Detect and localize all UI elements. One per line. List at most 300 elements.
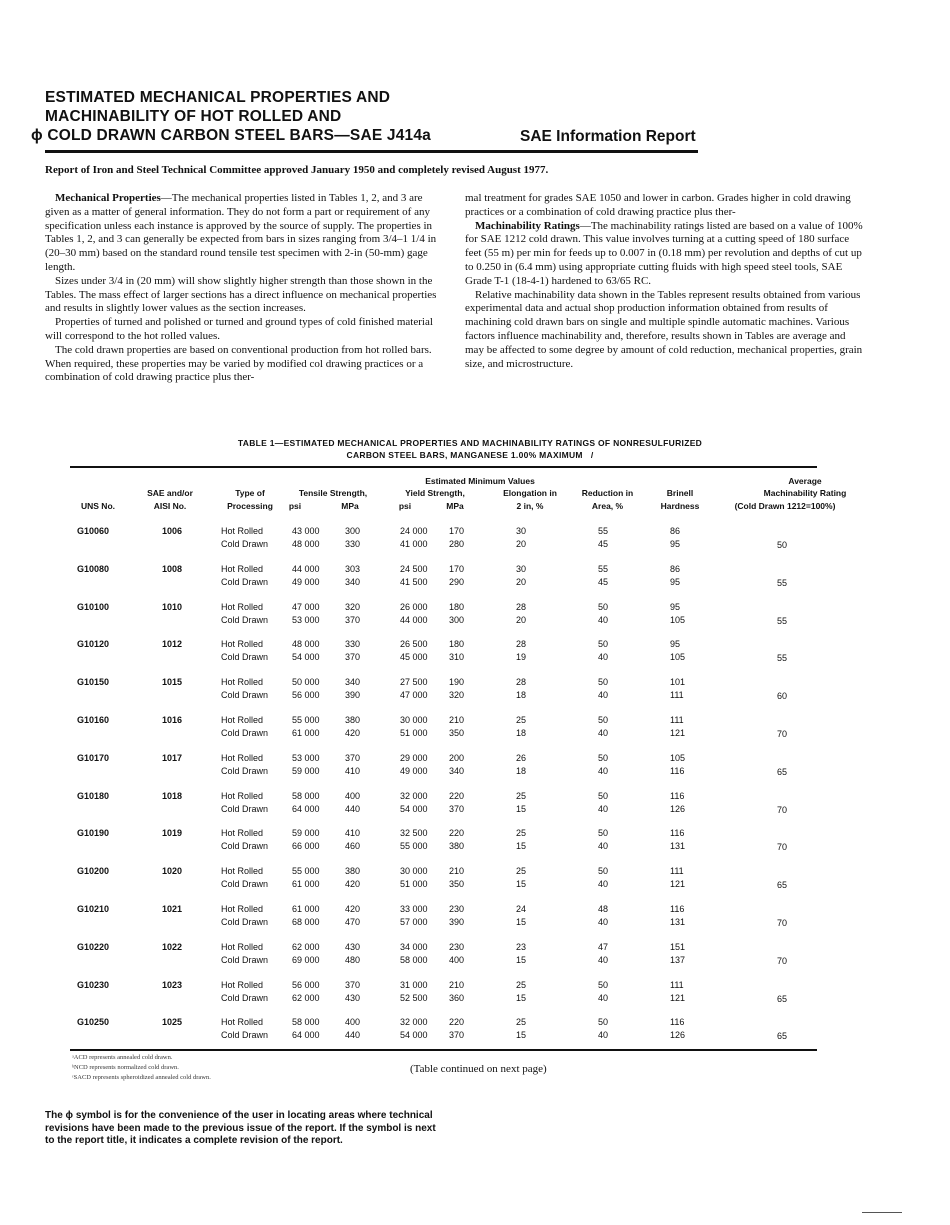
- hot-rolled-cell: 28: [515, 602, 526, 612]
- cold-drawn-cell: Cold Drawn: [221, 993, 269, 1003]
- cold-drawn-cell: 300: [449, 615, 465, 625]
- hot-rolled-cell: 30 000: [400, 866, 428, 876]
- hot-rolled-cell: Hot Rolled: [221, 602, 264, 612]
- uns-number: G10180: [77, 791, 110, 801]
- sae-number: 1020: [162, 866, 183, 876]
- report-type: SAE Information Report: [520, 128, 696, 145]
- hot-rolled-cell: 86: [670, 526, 681, 536]
- cold-drawn-cell: 370: [449, 804, 465, 814]
- cold-drawn-cell: 40: [597, 1030, 608, 1040]
- cold-drawn-cell: Cold Drawn: [221, 766, 269, 776]
- cold-drawn-cell: Cold Drawn: [221, 690, 269, 700]
- header-mach-3: (Cold Drawn 1212=100%): [734, 501, 836, 511]
- hot-rolled-cell: 55 000: [292, 866, 320, 876]
- cold-drawn-cell: 41 500: [400, 577, 428, 587]
- cold-drawn-cell: 61 000: [292, 879, 320, 889]
- machinability-rating: 55: [776, 653, 787, 663]
- cold-drawn-cell: 48 000: [292, 539, 320, 549]
- sae-number: 1015: [162, 677, 183, 687]
- hot-rolled-cell: Hot Rolled: [221, 942, 264, 952]
- sae-number: 1021: [162, 904, 183, 914]
- hot-rolled-cell: 26 000: [400, 602, 428, 612]
- hot-rolled-cell: 430: [345, 942, 361, 952]
- hot-rolled-cell: 50: [597, 791, 608, 801]
- machinability-rating: 60: [776, 691, 787, 701]
- hot-rolled-cell: 43 000: [292, 526, 320, 536]
- cold-drawn-cell: 360: [449, 993, 465, 1003]
- hot-rolled-cell: 190: [449, 677, 465, 687]
- machinability-rating: 70: [776, 805, 787, 815]
- header-uns: UNS No.: [81, 501, 115, 511]
- uns-number: G10170: [77, 753, 110, 763]
- header-elongation-1: Elongation in: [503, 488, 557, 498]
- cold-drawn-cell: 440: [345, 804, 361, 814]
- hot-rolled-cell: 32 500: [400, 828, 428, 838]
- hot-rolled-cell: 33 000: [400, 904, 428, 914]
- cold-drawn-cell: 480: [345, 955, 361, 965]
- cold-drawn-cell: 41 000: [400, 539, 428, 549]
- hot-rolled-cell: 58 000: [292, 1017, 320, 1027]
- uns-number: G10220: [77, 942, 110, 952]
- hot-rolled-cell: 210: [449, 715, 465, 725]
- cold-drawn-cell: 40: [597, 690, 608, 700]
- hot-rolled-cell: 25: [515, 791, 526, 801]
- hot-rolled-cell: 47 000: [292, 602, 320, 612]
- header-brinell-1: Brinell: [666, 488, 694, 498]
- cold-drawn-cell: 40: [597, 993, 608, 1003]
- hot-rolled-cell: 50: [597, 639, 608, 649]
- cold-drawn-cell: Cold Drawn: [221, 804, 269, 814]
- hot-rolled-cell: 220: [449, 791, 465, 801]
- cold-drawn-cell: 53 000: [292, 615, 320, 625]
- cold-drawn-cell: 20: [515, 577, 526, 587]
- cold-drawn-cell: 51 000: [400, 728, 428, 738]
- hot-rolled-cell: 25: [515, 828, 526, 838]
- cold-drawn-cell: 61 000: [292, 728, 320, 738]
- hot-rolled-cell: Hot Rolled: [221, 1017, 264, 1027]
- hot-rolled-cell: 23: [515, 942, 526, 952]
- cold-drawn-cell: 350: [449, 879, 465, 889]
- cold-drawn-cell: 137: [670, 955, 686, 965]
- cold-drawn-cell: Cold Drawn: [221, 652, 269, 662]
- cold-drawn-cell: 410: [345, 766, 361, 776]
- header-tensile-mpa: MPa: [341, 501, 359, 511]
- cold-drawn-cell: 45 000: [400, 652, 428, 662]
- hot-rolled-cell: Hot Rolled: [221, 866, 264, 876]
- uns-number: G10230: [77, 980, 110, 990]
- hot-rolled-cell: 44 000: [292, 564, 320, 574]
- cold-drawn-cell: 40: [597, 879, 608, 889]
- cold-drawn-cell: Cold Drawn: [221, 841, 269, 851]
- machinability-rating: 65: [776, 767, 787, 777]
- header-type-1: Type of: [235, 488, 265, 498]
- hot-rolled-cell: 32 000: [400, 1017, 428, 1027]
- header-elongation-2: 2 in, %: [516, 501, 544, 511]
- cold-drawn-cell: 40: [597, 804, 608, 814]
- hot-rolled-cell: 59 000: [292, 828, 320, 838]
- machinability-rating: 50: [776, 540, 787, 550]
- cold-drawn-cell: 15: [515, 841, 526, 851]
- hot-rolled-cell: Hot Rolled: [221, 564, 264, 574]
- hot-rolled-cell: 58 000: [292, 791, 320, 801]
- hot-rolled-cell: 111: [670, 715, 684, 725]
- hot-rolled-cell: 95: [670, 602, 681, 612]
- footnote-c: ᶜSACD represents spheroidized annealed cold drawn.: [72, 1074, 211, 1081]
- cold-drawn-cell: 47 000: [400, 690, 428, 700]
- hot-rolled-cell: 400: [345, 1017, 361, 1027]
- cold-drawn-cell: 15: [515, 917, 526, 927]
- uns-number: G10080: [77, 564, 110, 574]
- cold-drawn-cell: 370: [345, 652, 361, 662]
- hot-rolled-cell: 50: [597, 828, 608, 838]
- cold-drawn-cell: 45: [597, 539, 608, 549]
- header-brinell-2: Hardness: [660, 501, 700, 511]
- hot-rolled-cell: 61 000: [292, 904, 320, 914]
- cold-drawn-cell: Cold Drawn: [221, 615, 269, 625]
- hot-rolled-cell: 26: [515, 753, 526, 763]
- hot-rolled-cell: Hot Rolled: [221, 526, 264, 536]
- hot-rolled-cell: 330: [345, 639, 361, 649]
- hot-rolled-cell: 50: [597, 677, 608, 687]
- sae-number: 1022: [162, 942, 183, 952]
- cold-drawn-cell: 370: [345, 615, 361, 625]
- mechanical-properties-text: —The mechanical properties listed in Tables 1, 2, and 3 are given as a matter of general information. They do not form a part or requirement of any specification unless each instance is approved by the source of supply. The properties in Tables 1, 2, and 3 can generally be expected from bars in sizes ranging from 3/4–1 1/4 in (20–30 mm) based on the standard round tensile test specimen with 2-in (50-mm) gage length.: [45, 192, 437, 273]
- hot-rolled-cell: 380: [345, 866, 361, 876]
- cold-drawn-cell: 69 000: [292, 955, 320, 965]
- cold-drawn-cell: 18: [515, 766, 526, 776]
- hot-rolled-cell: 24 000: [400, 526, 428, 536]
- cold-drawn-cell: 45: [597, 577, 608, 587]
- cold-drawn-cell: 52 500: [400, 993, 428, 1003]
- machinability-text: —The machinability ratings listed are based on a value of 100% for SAE 1212 cold drawn. This value involves turning at a cutting speed of 180 surface feet (55 m) per min for feeds up to 0.007 in (0.18 mm) per revolution and depths of cut up to 0.250 in (6.4 mm) using appropriate cutting fluids with high speed steel tools, SAE Grade T-1 (18-4-1) hardened to 63/65 RC.: [465, 219, 863, 287]
- cold-drawn-cell: 40: [597, 917, 608, 927]
- machinability-rating: 70: [776, 956, 787, 966]
- sae-number: 1019: [162, 828, 183, 838]
- sae-number: 1008: [162, 564, 183, 574]
- cold-drawn-cell: 15: [515, 993, 526, 1003]
- cold-drawn-cell: 40: [597, 766, 608, 776]
- cold-drawn-cell: 20: [515, 539, 526, 549]
- hot-rolled-cell: 31 000: [400, 980, 428, 990]
- hot-rolled-cell: 32 000: [400, 791, 428, 801]
- cold-drawn-cell: 121: [670, 879, 686, 889]
- uns-number: G10160: [77, 715, 110, 725]
- revision-note: The ϕ symbol is for the convenience of the user in locating areas where technical revisions have been made to the previous issue of the report. If the symbol is next to the report title, it indicates a complete revision of the report.: [45, 1110, 436, 1146]
- machinability-rating: 55: [776, 616, 787, 626]
- cold-drawn-cell: 430: [345, 993, 361, 1003]
- sae-number: 1018: [162, 791, 183, 801]
- cold-drawn-cell: 280: [449, 539, 465, 549]
- cold-drawn-cell: 15: [515, 955, 526, 965]
- cold-drawn-cell: 460: [345, 841, 361, 851]
- machinability-rating: 55: [776, 578, 787, 588]
- cold-drawn-cell: 470: [345, 917, 361, 927]
- header-average: Average: [788, 476, 822, 486]
- cold-drawn-cell: 400: [449, 955, 465, 965]
- machinability-rating: 70: [776, 842, 787, 852]
- hot-rolled-cell: 210: [449, 980, 465, 990]
- hot-rolled-cell: Hot Rolled: [221, 639, 264, 649]
- table-caption-line-1: TABLE 1—ESTIMATED MECHANICAL PROPERTIES AND MACHINABILITY RATINGS OF NONRESULFURIZED: [237, 438, 703, 448]
- title-line-3: ϕ COLD DRAWN CARBON STEEL BARS—SAE J414a: [31, 127, 432, 144]
- uns-number: G10150: [77, 677, 110, 687]
- header-mach-2: Machinability Rating: [763, 488, 847, 498]
- hot-rolled-cell: 180: [449, 639, 465, 649]
- cold-drawn-cell: 121: [670, 993, 686, 1003]
- cold-drawn-cell: 95: [670, 539, 681, 549]
- cold-drawn-cell: 68 000: [292, 917, 320, 927]
- header-sae-1: SAE and/or: [147, 488, 193, 498]
- cold-drawn-cell: 58 000: [400, 955, 428, 965]
- hot-rolled-cell: Hot Rolled: [221, 980, 264, 990]
- hot-rolled-cell: 111: [670, 980, 684, 990]
- hot-rolled-cell: 25: [515, 715, 526, 725]
- hot-rolled-cell: 420: [345, 904, 361, 914]
- hot-rolled-cell: 27 500: [400, 677, 428, 687]
- table-top-rule: [70, 466, 817, 468]
- hot-rolled-cell: Hot Rolled: [221, 828, 264, 838]
- hot-rolled-cell: 410: [345, 828, 361, 838]
- hot-rolled-cell: 116: [670, 1017, 685, 1027]
- hot-rolled-cell: 29 000: [400, 753, 428, 763]
- uns-number: G10100: [77, 602, 110, 612]
- hot-rolled-cell: 48 000: [292, 639, 320, 649]
- hot-rolled-cell: 220: [449, 828, 465, 838]
- hot-rolled-cell: 105: [670, 753, 686, 763]
- cold-drawn-cell: 350: [449, 728, 465, 738]
- hot-rolled-cell: 303: [345, 564, 361, 574]
- hot-rolled-cell: 30: [515, 564, 526, 574]
- turned-paragraph: Properties of turned and polished or turned and ground types of cold finished material will correspond to the hot rolled values.: [45, 316, 433, 342]
- hot-rolled-cell: 47: [597, 942, 608, 952]
- sae-number: 1023: [162, 980, 183, 990]
- cold-drawn-cell: 390: [449, 917, 465, 927]
- hot-rolled-cell: 30 000: [400, 715, 428, 725]
- footnote-a: ᵃACD represents annealed cold drawn.: [72, 1054, 173, 1061]
- uns-number: G10250: [77, 1017, 110, 1027]
- cold-drawn-cell: 20: [515, 615, 526, 625]
- header-reduction-2: Area, %: [591, 501, 624, 511]
- cold-drawn-cell: Cold Drawn: [221, 879, 269, 889]
- cold-drawn-cell: 121: [670, 728, 686, 738]
- cold-drawn-cell: 40: [597, 615, 608, 625]
- cold-drawn-cell: 15: [515, 879, 526, 889]
- hot-rolled-cell: 170: [449, 526, 465, 536]
- hot-rolled-cell: Hot Rolled: [221, 677, 264, 687]
- machinability-rating: 65: [776, 880, 787, 890]
- hot-rolled-cell: 340: [345, 677, 361, 687]
- hot-rolled-cell: 380: [345, 715, 361, 725]
- sae-number: 1017: [162, 753, 183, 763]
- header-yield: Yield Strength,: [405, 488, 465, 498]
- cold-drawn-cell: 40: [597, 955, 608, 965]
- hot-rolled-cell: 24 500: [400, 564, 428, 574]
- cold-drawn-cell: Cold Drawn: [221, 728, 269, 738]
- cold-drawn-cell: 49 000: [292, 577, 320, 587]
- corner-mark: [862, 1212, 902, 1213]
- cold-drawn-cell: 330: [345, 539, 361, 549]
- hot-rolled-cell: Hot Rolled: [221, 791, 264, 801]
- header-sae-2: AISI No.: [153, 501, 187, 511]
- hot-rolled-cell: 116: [670, 791, 685, 801]
- cold-drawn-cell: 18: [515, 728, 526, 738]
- header-yield-psi: psi: [398, 501, 412, 511]
- footnote-b: ᵇNCD represents normalized cold drawn.: [72, 1064, 179, 1071]
- hot-rolled-cell: 50 000: [292, 677, 320, 687]
- title-line-1: ESTIMATED MECHANICAL PROPERTIES AND: [45, 89, 391, 106]
- hot-rolled-cell: 55: [597, 564, 608, 574]
- hot-rolled-cell: 30: [515, 526, 526, 536]
- hot-rolled-cell: 55: [597, 526, 608, 536]
- table-continued: (Table continued on next page): [410, 1063, 547, 1075]
- cold-drawn-cell: 57 000: [400, 917, 428, 927]
- hot-rolled-cell: 62 000: [292, 942, 320, 952]
- cold-drawn-cell: 131: [670, 917, 686, 927]
- cold-drawn-cell: 55 000: [400, 841, 428, 851]
- header-estimated-values: Estimated Minimum Values: [425, 476, 535, 486]
- cold-drawn-cell: 56 000: [292, 690, 320, 700]
- sae-number: 1025: [162, 1017, 183, 1027]
- hot-rolled-cell: Hot Rolled: [221, 715, 264, 725]
- hot-rolled-cell: 230: [449, 942, 465, 952]
- cold-drawn-cell: Cold Drawn: [221, 577, 269, 587]
- header-tensile: Tensile Strength,: [298, 488, 368, 498]
- hot-rolled-cell: 24: [515, 904, 526, 914]
- hot-rolled-cell: 50: [597, 715, 608, 725]
- mechanical-properties-heading: Mechanical Properties: [55, 192, 161, 204]
- cold-drawn-cell: Cold Drawn: [221, 1030, 269, 1040]
- table-bottom-rule: [70, 1049, 817, 1051]
- hot-rolled-cell: 50: [597, 980, 608, 990]
- cold-drawn-cell: 420: [345, 879, 361, 889]
- cold-drawn-paragraph: The cold drawn properties are based on conventional production from hot rolled bars. When required, these properties may be varied by modified col drawing practices or a combination of cold drawing practice plus ther-: [45, 343, 432, 384]
- cold-drawn-cell: 310: [449, 652, 465, 662]
- hot-rolled-cell: 151: [670, 942, 686, 952]
- hot-rolled-cell: 220: [449, 1017, 465, 1027]
- cold-drawn-cell: 54 000: [400, 804, 428, 814]
- cold-drawn-cell: 64 000: [292, 1030, 320, 1040]
- hot-rolled-cell: 25: [515, 866, 526, 876]
- hot-rolled-cell: 116: [670, 828, 685, 838]
- table-caption-line-2: CARBON STEEL BARS, MANGANESE 1.00% MAXIMUM: [346, 450, 583, 460]
- body-right-column: [465, 192, 865, 371]
- hot-rolled-cell: 111: [670, 866, 684, 876]
- hot-rolled-cell: 400: [345, 791, 361, 801]
- sae-number: 1006: [162, 526, 183, 536]
- cold-drawn-cell: 105: [670, 615, 686, 625]
- hot-rolled-cell: 370: [345, 753, 361, 763]
- sae-number: 1010: [162, 602, 183, 612]
- cold-drawn-cell: 19: [515, 652, 526, 662]
- hot-rolled-cell: 55 000: [292, 715, 320, 725]
- cold-drawn-cell: 370: [449, 1030, 465, 1040]
- cold-drawn-cell: 62 000: [292, 993, 320, 1003]
- hot-rolled-cell: 300: [345, 526, 361, 536]
- cold-drawn-cell: 15: [515, 1030, 526, 1040]
- cold-drawn-cell: 390: [345, 690, 361, 700]
- cold-drawn-cell: 116: [670, 766, 685, 776]
- header-tensile-psi: psi: [288, 501, 302, 511]
- uns-number: G10200: [77, 866, 110, 876]
- cold-drawn-cell: 66 000: [292, 841, 320, 851]
- hot-rolled-cell: 210: [449, 866, 465, 876]
- cold-drawn-cell: 126: [670, 804, 686, 814]
- cold-drawn-cell: 290: [449, 577, 465, 587]
- header-yield-mpa: MPa: [446, 501, 464, 511]
- thermal-paragraph: mal treatment for grades SAE 1050 and lower in carbon. Grades higher in cold drawing practices or a combination of cold drawing practice plus ther-: [465, 192, 851, 218]
- cold-drawn-cell: 105: [670, 652, 686, 662]
- cold-drawn-cell: 18: [515, 690, 526, 700]
- cold-drawn-cell: 40: [597, 652, 608, 662]
- cold-drawn-cell: 49 000: [400, 766, 428, 776]
- hot-rolled-cell: 116: [670, 904, 685, 914]
- uns-number: G10120: [77, 639, 110, 649]
- hot-rolled-cell: 48: [597, 904, 608, 914]
- cold-drawn-cell: 131: [670, 841, 686, 851]
- cold-drawn-cell: 95: [670, 577, 681, 587]
- hot-rolled-cell: 370: [345, 980, 361, 990]
- relative-machinability-paragraph: Relative machinability data shown in the Tables represent results obtained from various experimental data and actual shop production information obtained from results of machining cold drawn bars on single and multiple spindle automatic machines. Various factors influence machinability and, therefore, results shown in Tables are average and may be affected to some degree by amount of cold reduction, mechanical properties, grain size, and microstructure.: [465, 288, 863, 370]
- report-origin: Report of Iron and Steel Technical Committee approved January 1950 and completely revised August 1977.: [45, 164, 549, 176]
- hot-rolled-cell: 28: [515, 639, 526, 649]
- cold-drawn-cell: 111: [670, 690, 684, 700]
- cold-drawn-cell: 64 000: [292, 804, 320, 814]
- cold-drawn-cell: 420: [345, 728, 361, 738]
- hot-rolled-cell: 28: [515, 677, 526, 687]
- machinability-rating: 65: [776, 994, 787, 1004]
- hot-rolled-cell: 34 000: [400, 942, 428, 952]
- title-line-2: MACHINABILITY OF HOT ROLLED AND: [45, 108, 342, 125]
- header-type-2: Processing: [227, 501, 273, 511]
- sae-number: 1016: [162, 715, 183, 725]
- cold-drawn-cell: 40: [597, 728, 608, 738]
- cold-drawn-cell: 320: [449, 690, 465, 700]
- caption-mark: /: [590, 450, 594, 460]
- hot-rolled-cell: 170: [449, 564, 465, 574]
- hot-rolled-cell: 50: [597, 602, 608, 612]
- hot-rolled-cell: 50: [597, 753, 608, 763]
- hot-rolled-cell: 200: [449, 753, 465, 763]
- machinability-heading: Machinability Ratings: [475, 219, 580, 232]
- hot-rolled-cell: 180: [449, 602, 465, 612]
- hot-rolled-cell: 53 000: [292, 753, 320, 763]
- hot-rolled-cell: 86: [670, 564, 681, 574]
- cold-drawn-cell: 340: [449, 766, 465, 776]
- sae-number: 1012: [162, 639, 183, 649]
- hot-rolled-cell: 95: [670, 639, 681, 649]
- cold-drawn-cell: 44 000: [400, 615, 428, 625]
- hot-rolled-cell: 50: [597, 866, 608, 876]
- hot-rolled-cell: 26 500: [400, 639, 428, 649]
- hot-rolled-cell: Hot Rolled: [221, 904, 264, 914]
- table-footnotes: [72, 1053, 211, 1083]
- hot-rolled-cell: 230: [449, 904, 465, 914]
- cold-drawn-cell: 54 000: [292, 652, 320, 662]
- hot-rolled-cell: 25: [515, 980, 526, 990]
- machinability-rating: 70: [776, 918, 787, 928]
- hot-rolled-cell: 56 000: [292, 980, 320, 990]
- header-rule: [45, 150, 698, 153]
- uns-number: G10190: [77, 828, 110, 838]
- uns-number: G10060: [77, 526, 110, 536]
- hot-rolled-cell: 25: [515, 1017, 526, 1027]
- hot-rolled-cell: Hot Rolled: [221, 753, 264, 763]
- header-reduction-1: Reduction in: [581, 488, 634, 498]
- machinability-rating: 65: [776, 1031, 787, 1041]
- body-left-column: [45, 192, 445, 385]
- cold-drawn-cell: 126: [670, 1030, 686, 1040]
- cold-drawn-cell: 40: [597, 841, 608, 851]
